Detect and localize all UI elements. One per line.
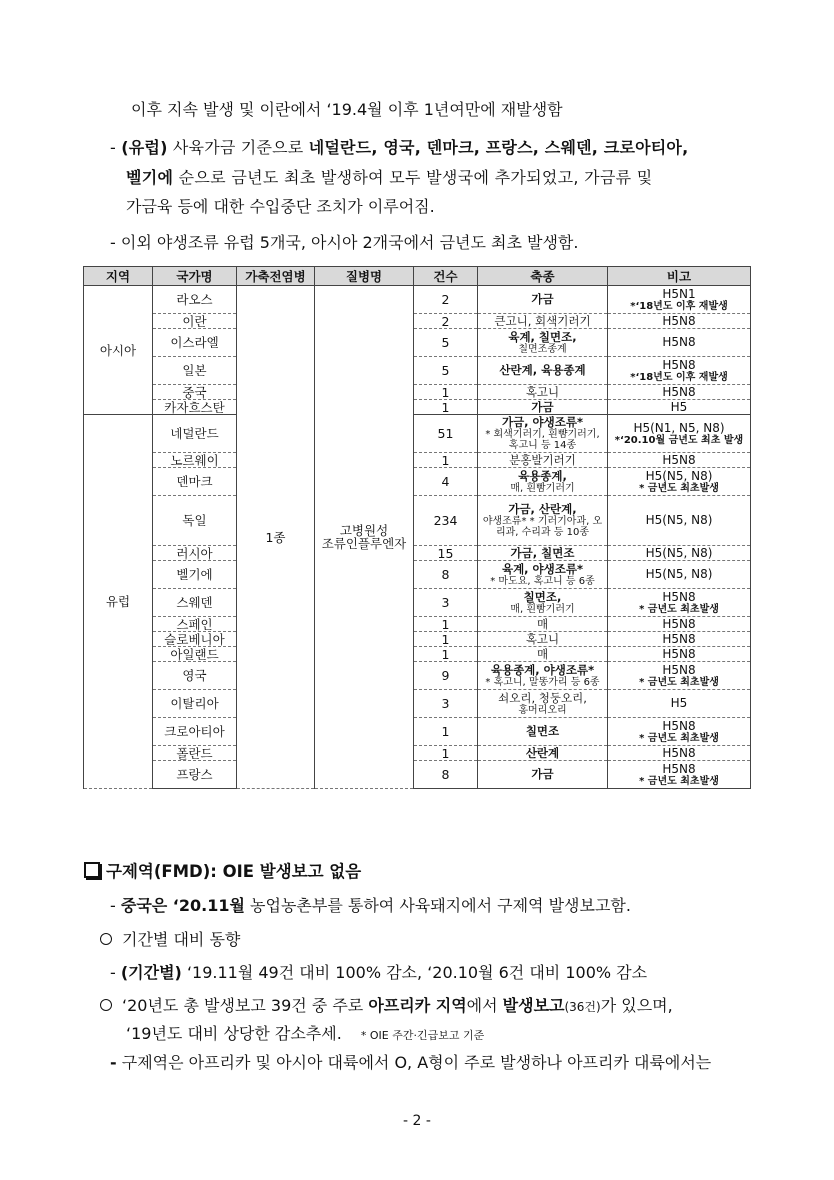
cell-remark: [608, 314, 751, 329]
cell-count: 1: [414, 617, 478, 632]
cell-remark: [608, 329, 751, 357]
cell-count: 51: [414, 415, 478, 453]
remark-main: H5N8: [662, 313, 696, 328]
species-note: 야생조류* * 기러기아과, 오리과, 수리과 등 10종: [482, 516, 603, 538]
table-row: [84, 690, 751, 718]
cell-remark: [608, 496, 751, 546]
table-row: [84, 761, 751, 789]
fmd-trend: 기간별 대비 동향: [122, 930, 241, 949]
cell-species: [478, 662, 608, 690]
species-main: 혹고니: [525, 384, 560, 399]
cell-species: [478, 286, 608, 314]
cell-disease-name: [315, 286, 414, 789]
dash: -: [110, 138, 122, 157]
remark-note: *‘20.10월 금년도 최초 발생: [614, 434, 744, 446]
intro-line-3: [126, 168, 653, 188]
cell-remark: [608, 589, 751, 617]
header-count: 건수: [414, 267, 478, 286]
cell-species: [478, 496, 608, 546]
cell-country: 카자흐스탄: [153, 400, 237, 415]
fmd-last-line: [110, 1053, 711, 1073]
header-region: 지역: [84, 267, 153, 286]
cell-country: 프랑스: [153, 761, 237, 789]
remark-main: H5N8: [662, 745, 696, 760]
cell-country: 노르웨이: [153, 453, 237, 468]
remark-main: H5N8: [662, 452, 696, 467]
table-row: [84, 718, 751, 746]
cell-country: 이탈리아: [153, 690, 237, 718]
cell-remark: [608, 761, 751, 789]
fmd-total-line: [100, 996, 673, 1017]
fmd-period-line: [110, 963, 647, 983]
cell-remark: [608, 690, 751, 718]
species-main: 칠면조,: [523, 589, 562, 604]
checkbox-icon: [84, 862, 100, 878]
cell-country: 벨기에: [153, 561, 237, 589]
cell-livestock-disease: 1종: [237, 286, 315, 789]
cell-species: [478, 617, 608, 632]
remark-main: H5N8: [662, 631, 696, 646]
cell-count: 1: [414, 647, 478, 662]
cell-species: [478, 589, 608, 617]
region-europe: 유럽: [84, 415, 153, 789]
table-row: [84, 357, 751, 385]
header-remark: 비고: [608, 267, 751, 286]
intro-line-4: 가금육 등에 대한 수입중단 조치가 이루어짐.: [126, 197, 435, 216]
europe-countries: 네덜란드, 영국, 덴마크, 프랑스, 스웨덴, 크로아티아,: [308, 138, 689, 157]
cell-remark: [608, 400, 751, 415]
table-row: [84, 662, 751, 690]
cell-count: 5: [414, 357, 478, 385]
cell-species: [478, 632, 608, 647]
table-row: [84, 561, 751, 589]
table-row: [84, 415, 751, 453]
dash: -: [110, 963, 121, 982]
cell-count: 8: [414, 761, 478, 789]
cell-count: 5: [414, 329, 478, 357]
table-row: [84, 400, 751, 415]
remark-main: H5: [670, 696, 688, 710]
species-note: * 회색기러기, 흰뺨기러기, 혹고니 등 14종: [485, 429, 600, 451]
table-row: [84, 468, 751, 496]
circle-bullet-icon: [100, 933, 112, 945]
cell-species: [478, 415, 608, 453]
table-row: [84, 632, 751, 647]
fmd-trend-line: [100, 930, 240, 950]
cell-count: 1: [414, 632, 478, 647]
intro-line-1: 이후 지속 발생 및 이란에서 ‘19.4월 이후 1년여만에 재발생함: [131, 100, 563, 119]
species-main: 산란계, 육용종계: [499, 363, 586, 377]
cell-country: 독일: [153, 496, 237, 546]
cell-species: [478, 746, 608, 761]
species-main: 쇠오리, 청둥오리,: [498, 690, 587, 705]
cell-count: 1: [414, 453, 478, 468]
remark-main: H5N8: [662, 761, 696, 776]
cell-species: [478, 453, 608, 468]
cell-remark: [608, 561, 751, 589]
species-note: 칠면조종계: [518, 343, 567, 355]
europe-heading: (유럽): [121, 138, 168, 157]
species-main: 육계, 칠면조,: [508, 329, 577, 344]
table-row: [84, 617, 751, 632]
cell-count: 234: [414, 496, 478, 546]
fmd-china-bold: 중국은 ‘20.11월: [120, 896, 245, 915]
species-main: 칠면조: [525, 724, 560, 738]
species-main: 가금: [531, 292, 554, 306]
remark-main: H5(N5, N8): [645, 567, 713, 581]
remark-note: *‘18년도 이후 재발생: [630, 300, 728, 312]
cell-species: [478, 329, 608, 357]
fmd-total-e: (36건): [564, 1000, 601, 1014]
species-main: 가금: [531, 767, 554, 781]
table-row: [84, 589, 751, 617]
cell-country: 슬로베니아: [153, 632, 237, 647]
cell-count: 15: [414, 546, 478, 561]
europe-mid: 사육가금 기준으로: [167, 138, 309, 157]
fmd-total-f: 가 있으며,: [600, 996, 673, 1015]
remark-note: * 금년도 최초발생: [639, 603, 719, 615]
species-main: 가금, 산란계,: [508, 502, 577, 516]
species-main: 육용종계, 야생조류*: [490, 662, 595, 677]
cell-species: [478, 690, 608, 718]
cell-species: [478, 561, 608, 589]
fmd-china-rest: 농업농촌부를 통하여 사육돼지에서 구제역 발생보고함.: [244, 896, 631, 915]
cell-species: [478, 546, 608, 561]
cell-species: [478, 385, 608, 400]
cell-remark: [608, 718, 751, 746]
remark-note: * 금년도 최초발생: [639, 732, 719, 744]
remark-main: H5N1: [662, 286, 696, 301]
cell-count: 4: [414, 468, 478, 496]
remark-note: * 금년도 최초발생: [639, 482, 719, 494]
species-main: 분홍발기러기: [509, 452, 576, 467]
fmd-period-rest: ‘19.11월 49건 대비 100% 감소, ‘20.10월 6건 대비 100% 감소: [181, 963, 648, 982]
cell-remark: [608, 617, 751, 632]
dash: -: [110, 1053, 117, 1072]
header-disease-name: 질병명: [315, 267, 414, 286]
remark-main: H5N8: [662, 718, 696, 733]
cell-country: 중국: [153, 385, 237, 400]
cell-remark: [608, 746, 751, 761]
cell-remark: [608, 662, 751, 690]
cell-species: [478, 647, 608, 662]
table-row: [84, 385, 751, 400]
cell-country: 네덜란드: [153, 415, 237, 453]
intro-line-3-rest: 순으로 금년도 최초 발생하여 모두 발생국에 추가되었고, 가금류 및: [173, 168, 653, 187]
belgium-bold: 벨기에: [126, 168, 174, 187]
remark-note: * 금년도 최초발생: [639, 676, 719, 688]
cell-count: 9: [414, 662, 478, 690]
table-row: [84, 647, 751, 662]
species-note: 매, 흰빰기러기: [510, 603, 575, 615]
cell-species: [478, 400, 608, 415]
remark-note: *‘18년도 이후 재발생: [630, 371, 728, 383]
remark-main: H5(N5, N8): [645, 545, 713, 560]
region-asia: 아시아: [84, 286, 153, 415]
cell-country: 이란: [153, 314, 237, 329]
cell-species: [478, 761, 608, 789]
cell-count: 3: [414, 589, 478, 617]
fmd-total-d: 발생보고: [502, 996, 565, 1015]
cell-remark: [608, 453, 751, 468]
cell-count: 1: [414, 746, 478, 761]
species-main: 매: [536, 646, 549, 661]
species-main: 매: [536, 616, 549, 631]
table-row: [84, 453, 751, 468]
fmd-total-a: ‘20년도 총 발생보고 39건 중 주로: [122, 996, 369, 1015]
cell-species: [478, 357, 608, 385]
species-note: 매, 흰빰기러기: [510, 482, 575, 494]
disease-name-line-1: 고병원성: [339, 523, 389, 538]
outbreak-table: [83, 266, 751, 789]
remark-main: H5(N5, N8): [645, 513, 713, 527]
remark-main: H5N8: [662, 384, 696, 399]
cell-count: 2: [414, 314, 478, 329]
circle-bullet-icon: [100, 999, 112, 1011]
cell-remark: [608, 632, 751, 647]
cell-country: 아일랜드: [153, 647, 237, 662]
cell-country: 스페인: [153, 617, 237, 632]
remark-main: H5N8: [662, 646, 696, 661]
cell-species: [478, 718, 608, 746]
species-note: 홍머리오리: [518, 704, 567, 716]
header-country: 국가명: [153, 267, 237, 286]
remark-main: H5(N1, N5, N8): [633, 420, 725, 435]
cell-count: 8: [414, 561, 478, 589]
cell-country: 스웨덴: [153, 589, 237, 617]
fmd-total-b: 아프리카 지역: [368, 996, 467, 1015]
cell-remark: [608, 415, 751, 453]
cell-remark: [608, 546, 751, 561]
cell-remark: [608, 286, 751, 314]
species-main: 큰고니, 회색기러기: [494, 313, 591, 328]
cell-count: 3: [414, 690, 478, 718]
fmd-total2: ‘19년도 대비 상당한 감소추세.: [126, 1024, 342, 1043]
cell-species: [478, 314, 608, 329]
cell-remark: [608, 647, 751, 662]
fmd-last: 구제역은 아프리카 및 아시아 대륙에서 O, A형이 주로 발생하나 아프리카 대륙에서는: [121, 1053, 712, 1072]
remark-main: H5: [670, 399, 688, 414]
fmd-china-line: [110, 896, 631, 916]
cell-species: [478, 468, 608, 496]
header-species: 축종: [478, 267, 608, 286]
fmd-heading: 구제역(FMD): OIE 발생보고 없음: [106, 862, 362, 881]
species-note: * 혹고니, 말똥가리 등 6종: [485, 676, 600, 688]
disease-name-line-2: 조류인플루엔자: [321, 536, 407, 551]
cell-country: 라오스: [153, 286, 237, 314]
fmd-period-bold: (기간별): [120, 963, 182, 982]
table-row: [84, 314, 751, 329]
table-row: [84, 746, 751, 761]
cell-country: 폴란드: [153, 746, 237, 761]
table-row: [84, 286, 751, 314]
species-main: 산란계: [525, 745, 560, 760]
fmd-heading-line: [84, 862, 361, 882]
remark-main: H5N8: [662, 589, 696, 604]
species-main: 가금: [531, 399, 554, 414]
species-main: 육용종계,: [518, 468, 567, 483]
remark-main: H5N8: [662, 357, 696, 372]
cell-country: 크로아티아: [153, 718, 237, 746]
remark-main: H5N8: [662, 335, 696, 349]
cell-count: 1: [414, 385, 478, 400]
remark-note: * 금년도 최초발생: [639, 775, 719, 787]
remark-main: H5N8: [662, 616, 696, 631]
intro-line-5: - 이외 야생조류 유럽 5개국, 아시아 2개국에서 금년도 최초 발생함.: [110, 233, 579, 252]
cell-count: 1: [414, 400, 478, 415]
cell-country: 영국: [153, 662, 237, 690]
cell-count: 1: [414, 718, 478, 746]
cell-remark: [608, 385, 751, 400]
table-header-row: [84, 267, 751, 286]
fmd-total-line-2: [126, 1024, 484, 1046]
cell-remark: [608, 468, 751, 496]
cell-country: 러시아: [153, 546, 237, 561]
species-main: 가금, 칠면조: [510, 545, 575, 560]
cell-country: 덴마크: [153, 468, 237, 496]
intro-line-europe: [110, 138, 688, 158]
cell-remark: [608, 357, 751, 385]
cell-country: 일본: [153, 357, 237, 385]
remark-main: H5(N5, N8): [645, 468, 713, 483]
fmd-total2-note: * OIE 주간·긴급보고 기준: [360, 1029, 485, 1042]
table-row: [84, 546, 751, 561]
header-livestock-disease: 가축전염병: [237, 267, 315, 286]
table-row: [84, 329, 751, 357]
page-number: - 2 -: [403, 1113, 431, 1129]
table-row: [84, 496, 751, 546]
remark-main: H5N8: [662, 662, 696, 677]
dash: -: [110, 896, 121, 915]
species-main: 가금, 야생조류*: [501, 415, 584, 429]
species-main: 육계, 야생조류*: [501, 561, 584, 576]
cell-country: 이스라엘: [153, 329, 237, 357]
species-main: 혹고니: [525, 631, 560, 646]
species-note: * 마도요, 혹고니 등 6종: [490, 575, 595, 587]
fmd-total-c: 에서: [466, 996, 503, 1015]
cell-count: 2: [414, 286, 478, 314]
